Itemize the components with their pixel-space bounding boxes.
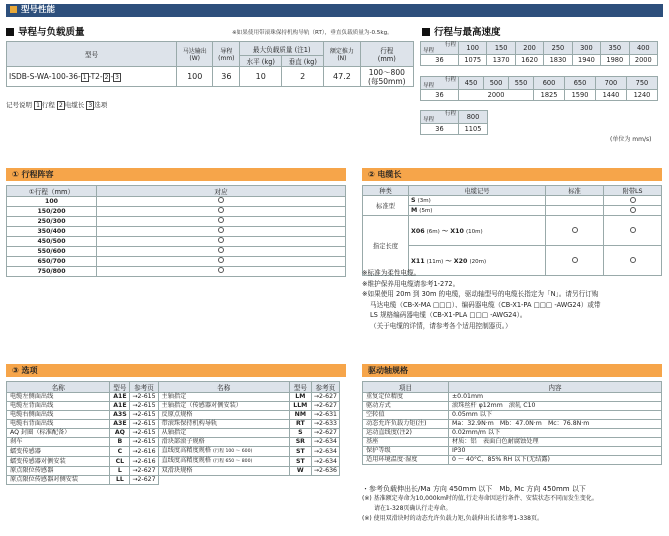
spec-title: 驱动轴规格 (362, 364, 662, 377)
speed-unit: (单位为 mm/s) (610, 136, 652, 143)
options-title: ③ 选项 (6, 364, 346, 377)
cable-notes: ※标准为柔性电缆。 ※维护保养用电缆请参考1-272。 ※如果使用 20m 到 30m 的电缆，驱动轴型号的电缆长指定为「N」。请另行订购 马达电缆（CB-X-MA □□□）、编码器电缆（CB-X1-PA □□□ -AWG24）或带 LS 规格编码器电缆（CB-X1-PLA □□□ -AWG24）。 （关于电缆的详情，请参考各个适用控制器页。） (362, 269, 601, 330)
circle-icon (630, 207, 636, 213)
circle-icon (572, 257, 578, 263)
speed-table-2: 行程 导程 450 500 550 600 650 700 750 36 2000 1825 1590 1440 1240 (420, 76, 658, 101)
circle-icon (572, 227, 578, 233)
section-header (6, 4, 663, 17)
circle-icon (218, 217, 224, 223)
load-note: ※如果使用带滚珠保持机构导轨（RT），垂直负载质量为-0.5kg。 (232, 30, 393, 36)
spec-notes: ・参考负载伸出长/Ma 方向 450mm 以下 Mb, Mc 方向 450mm 以下 (※) 基准额定寿命为10,000km时的值,行走寿命因运行条件、安装状态不同而发生变化。 请在1-328页确认行走寿命。 (※) 使用双滑块时的动态允许负载力矩,负载伸出长请参考1-338页。 (362, 485, 598, 522)
circle-icon (218, 227, 224, 233)
circle-icon (218, 197, 224, 203)
cable-title: ② 电缆长 (362, 168, 662, 181)
page-title: 型号性能 (21, 5, 56, 15)
circle-icon (630, 257, 636, 263)
speed-title: 行程与最高速度 (422, 24, 501, 38)
legend: 记号说明 1 行程 2 电缆长 3 选项 (6, 101, 108, 109)
stroke-title: ① 行程阵容 (6, 168, 346, 181)
options-table: 名称 型号 参考页 名称 型号 参考页 电缆左侧面出线 A1E →2-615 主轴指定 LM →2-627 电缆左背面出线 A1E →2-615 主轴指定（传感器对侧安装） LLM →2-627 电缆右侧面出线 A3S →2-615 反原点规格 NM →2-631 电缆右背面出线 A3E →2-615 带滚珠保持机构导轨 RT →2-633 AQ 封圈（标准配备） AQ →2-615 从轴指定 S →2-627 刹车 B →2-615 滑块部滚子规格 SR →2-634 蠕变传感器 C →2-616 直线度高精度规格 (行程 100 ～ 600) ST →2-634 蠕变传感器对侧安装 CL →2-616 直线度高精度规格 (行程 650 ～ 800) ST →2-634 原点限位传感器 L →2-627 双滑块规格 W →2-636 原点限位传感器对侧安装 LL →2-627 (6, 381, 340, 485)
spec-table: 项目 内容 重复定位精度 ±0.01mm 驱动方式 滚珠丝杆 φ12mm 滚轧 C10 空转值 0.05mm 以下 动态允许负载力矩(注) Ma：32.9N·m Mb：47.0N·m Mc：76.8N·m 运动直线度(注2) 0.02mm/m 以下 基座 材质：铝 表面白色耐腐蚀处理 保护等级 IP30 适用环境温度·湿度 0 ～ 40°C、85% RH 以下(无结露) (362, 381, 662, 465)
speed-table-1: 行程 导程 100 150 200 250 300 350 400 36 1075 1370 1620 1830 1940 1980 2000 (420, 41, 658, 66)
load-title: 导程与负载质量 (6, 24, 85, 38)
circle-icon (630, 197, 636, 203)
circle-icon (218, 237, 224, 243)
square-icon (6, 28, 14, 36)
circle-icon (218, 247, 224, 253)
square-icon (422, 28, 430, 36)
square-icon (10, 6, 17, 13)
circle-icon (218, 207, 224, 213)
circle-icon (630, 227, 636, 233)
model-code: ISDB-S-WA-100-36- 1 -T2- 2 - 3 (7, 67, 177, 87)
load-table: 型号 马达输出 (W) 导程 (mm) 最大负载质量 (注1) 额定推力 (N) 行程 (mm) 水平 (kg) 垂直 (kg) ISDB-S-WA-100-36- 1 -T2- 2 - 3 100 36 10 2 47.2 100～800 (每50mm) (6, 41, 414, 87)
stroke-table: ①行程（mm） 对应 100 150/200 250/300 350/400 450/500 550/600 650/700 750/800 (6, 185, 346, 277)
cable-table: 种类 电缆记号 标准 附带LS 标准型 S (3m) M (5m) 指定长度 X06 (6m) ～ X10 (10m) X11 (11m) ～ X20 (20m) (362, 185, 662, 276)
speed-table-3: 行程 导程 800 36 1105 (420, 110, 488, 135)
circle-icon (218, 257, 224, 263)
circle-icon (218, 267, 224, 273)
